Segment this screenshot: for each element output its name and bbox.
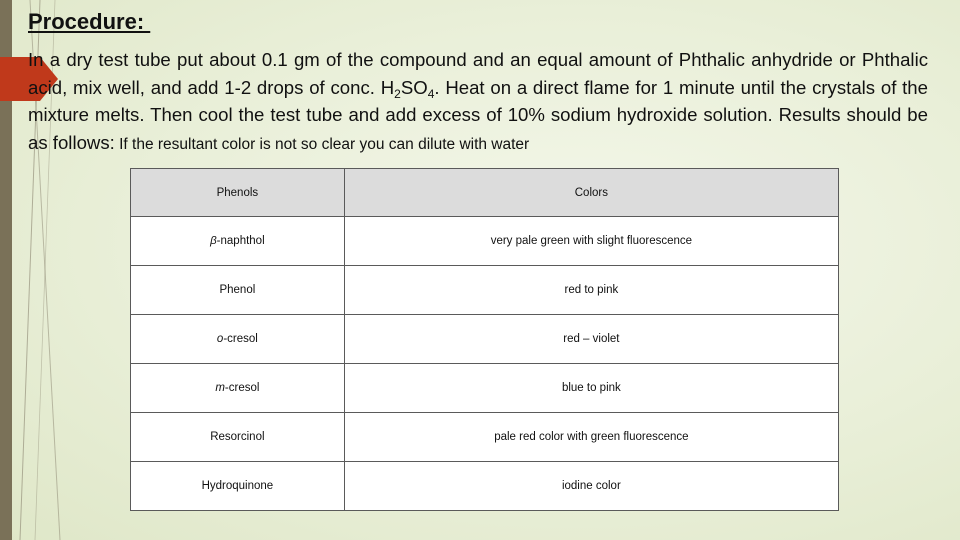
phenol-name: -cresol <box>224 382 260 394</box>
phenol-name: Hydroquinone <box>201 480 274 492</box>
table-row <box>131 462 839 511</box>
phenol-name: Resorcinol <box>210 431 265 443</box>
phenol-cell <box>131 315 345 364</box>
phenol-prefix: β <box>210 235 217 247</box>
color-cell: iodine color <box>344 462 838 511</box>
table-row <box>131 413 839 462</box>
results-table <box>130 168 839 511</box>
formula-so: SO <box>400 76 428 98</box>
formula-subscript-2: 2 <box>394 86 401 101</box>
phenol-name: -naphthol <box>216 235 265 247</box>
phenol-prefix: o <box>216 333 224 345</box>
table-row <box>131 266 839 315</box>
page-title: Procedure: <box>28 9 151 34</box>
table-row <box>131 364 839 413</box>
header-phenols: Phenols <box>131 169 345 217</box>
phenol-name: -cresol <box>223 333 258 345</box>
paragraph-rest: . Heat on a direct flame for 1 minute until the crystals of the mixture melts. Then cool the test tube and add excess of 10% sodium hydroxide solution. Results should be as follows: <box>28 76 928 153</box>
phenol-prefix: m <box>215 382 225 394</box>
color-cell: red – violet <box>344 315 838 364</box>
paragraph-main: In a dry test tube put about 0.1 gm of the compound and an equal amount of Phthalic anhydride or Phthalic acid, mix well, and add 1-2 drops of conc. H <box>28 49 928 98</box>
procedure-paragraph <box>28 46 928 158</box>
color-cell: red to pink <box>344 266 838 315</box>
formula-subscript-4: 4 <box>427 86 435 101</box>
phenol-cell <box>131 462 345 511</box>
phenol-cell <box>131 217 345 266</box>
table-header-row <box>131 169 839 217</box>
color-cell: pale red color with green fluorescence <box>344 413 838 462</box>
phenol-cell <box>131 266 345 315</box>
color-cell: very pale green with slight fluorescence <box>344 217 838 266</box>
header-colors: Colors <box>344 169 838 217</box>
paragraph-note: If the resultant color is not so clear you can dilute with water <box>114 135 530 153</box>
table-row <box>131 217 839 266</box>
table-row <box>131 315 839 364</box>
phenol-cell <box>131 364 345 413</box>
phenol-name: Phenol <box>219 284 256 296</box>
color-cell: blue to pink <box>344 364 838 413</box>
phenol-cell <box>131 413 345 462</box>
